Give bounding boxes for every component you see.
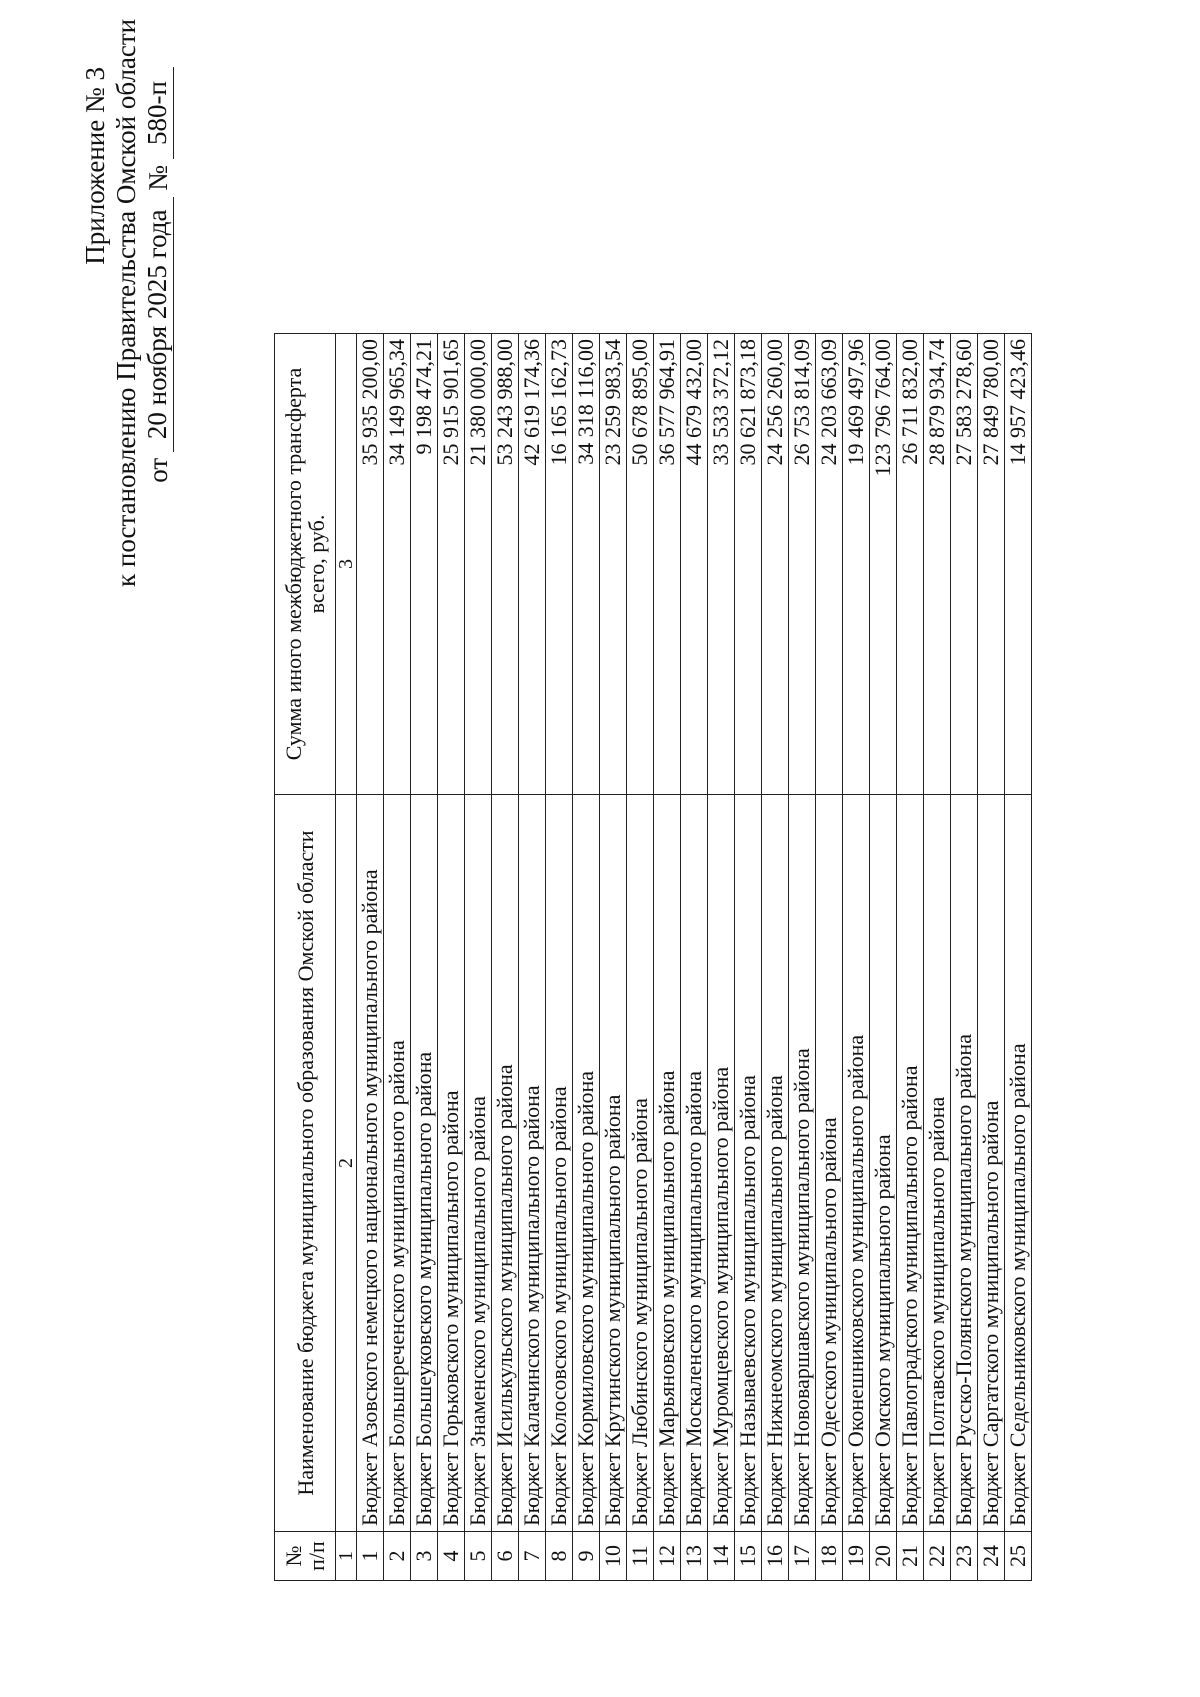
table-row xyxy=(384,334,411,1581)
row-number: 4 xyxy=(438,1532,465,1581)
transfer-amount: 50 678 895,00 xyxy=(627,334,654,795)
municipality-name: Бюджет Горьковского муниципального района xyxy=(438,795,465,1532)
transfer-amount: 24 203 663,09 xyxy=(816,334,843,795)
table-row xyxy=(1005,334,1032,1581)
municipality-name: Бюджет Крутинского муниципального района xyxy=(600,795,627,1532)
header-num: № п/п xyxy=(275,1532,336,1581)
transfer-amount: 14 957 423,46 xyxy=(1005,334,1032,795)
row-number: 19 xyxy=(843,1532,870,1581)
table-row xyxy=(492,334,519,1581)
transfer-amount: 53 243 988,00 xyxy=(492,334,519,795)
row-number: 22 xyxy=(924,1532,951,1581)
transfer-amount: 123 796 764,00 xyxy=(870,334,897,795)
table-row xyxy=(627,334,654,1581)
row-number: 16 xyxy=(762,1532,789,1581)
table-row xyxy=(924,334,951,1581)
municipality-name: Бюджет Кормиловского муниципального района xyxy=(573,795,600,1532)
column-number: 1 xyxy=(336,1532,357,1581)
column-number: 3 xyxy=(336,334,357,795)
column-number: 2 xyxy=(336,795,357,1532)
table-row xyxy=(978,334,1005,1581)
table-row xyxy=(600,334,627,1581)
row-number: 24 xyxy=(978,1532,1005,1581)
transfer-amount: 30 621 873,18 xyxy=(735,334,762,795)
transfer-amount: 21 380 000,00 xyxy=(465,334,492,795)
table-row xyxy=(789,334,816,1581)
row-number: 14 xyxy=(708,1532,735,1581)
transfer-amount: 16 165 162,73 xyxy=(546,334,573,795)
column-number-row xyxy=(336,334,357,1581)
municipality-name: Бюджет Оконешниковского муниципального района xyxy=(843,795,870,1532)
table-row xyxy=(681,334,708,1581)
municipality-name: Бюджет Марьяновского муниципального района xyxy=(654,795,681,1532)
row-number: 23 xyxy=(951,1532,978,1581)
municipality-name: Бюджет Знаменского муниципального района xyxy=(465,795,492,1532)
transfer-amount: 42 619 174,36 xyxy=(519,334,546,795)
municipality-name: Бюджет Муромцевского муниципального района xyxy=(708,795,735,1532)
resolution-reference: к постановлению Правительства Омской области xyxy=(111,18,141,587)
table-row xyxy=(843,334,870,1581)
municipality-name: Бюджет Азовского немецкого национального муниципального района xyxy=(357,795,384,1532)
appendix-title: Приложение № 3 xyxy=(80,67,110,265)
municipality-name: Бюджет Одесского муниципального района xyxy=(816,795,843,1532)
table-row xyxy=(762,334,789,1581)
transfer-amount: 36 577 964,91 xyxy=(654,334,681,795)
municipality-name: Бюджет Саргатского муниципального района xyxy=(978,795,1005,1532)
table-row xyxy=(951,334,978,1581)
row-number: 8 xyxy=(546,1532,573,1581)
table-row xyxy=(411,334,438,1581)
row-number: 11 xyxy=(627,1532,654,1581)
transfer-amount: 27 583 278,60 xyxy=(951,334,978,795)
table-row xyxy=(654,334,681,1581)
transfer-amount: 34 149 965,34 xyxy=(384,334,411,795)
municipality-name: Бюджет Калачинского муниципального района xyxy=(519,795,546,1532)
row-number: 1 xyxy=(357,1532,384,1581)
resolution-details xyxy=(142,67,174,587)
row-number: 2 xyxy=(384,1532,411,1581)
municipality-name: Бюджет Называевского муниципального района xyxy=(735,795,762,1532)
header-name: Наименование бюджета муниципального образования Омской области xyxy=(275,795,336,1532)
table-row xyxy=(357,334,384,1581)
transfer-amount: 34 318 116,00 xyxy=(573,334,600,795)
transfer-amount: 26 753 814,09 xyxy=(789,334,816,795)
resolution-date: 20 ноября 2025 года xyxy=(142,197,174,452)
row-number: 3 xyxy=(411,1532,438,1581)
transfer-amount: 25 915 901,65 xyxy=(438,334,465,795)
number-label: № xyxy=(143,165,173,191)
municipality-name: Бюджет Полтавского муниципального района xyxy=(924,795,951,1532)
table-row xyxy=(438,334,465,1581)
date-label: от xyxy=(143,457,173,483)
transfer-amount: 27 849 780,00 xyxy=(978,334,1005,795)
row-number: 21 xyxy=(897,1532,924,1581)
row-number: 6 xyxy=(492,1532,519,1581)
table-row xyxy=(870,334,897,1581)
row-number: 25 xyxy=(1005,1532,1032,1581)
transfer-amount: 28 879 934,74 xyxy=(924,334,951,795)
municipality-name: Бюджет Большереченского муниципального района xyxy=(384,795,411,1532)
municipality-name: Бюджет Исилькульского муниципального района xyxy=(492,795,519,1532)
appendix-header xyxy=(80,18,174,587)
row-number: 15 xyxy=(735,1532,762,1581)
municipality-name: Бюджет Любинского муниципального района xyxy=(627,795,654,1532)
table-row xyxy=(708,334,735,1581)
row-number: 7 xyxy=(519,1532,546,1581)
municipality-name: Бюджет Седельниковского муниципального района xyxy=(1005,795,1032,1532)
table-row xyxy=(816,334,843,1581)
table-row xyxy=(735,334,762,1581)
transfer-table xyxy=(274,333,1032,1581)
municipality-name: Бюджет Нижнеомского муниципального района xyxy=(762,795,789,1532)
transfer-amount: 26 711 832,00 xyxy=(897,334,924,795)
municipality-name: Бюджет Москаленского муниципального района xyxy=(681,795,708,1532)
municipality-name: Бюджет Русско-Полянского муниципального района xyxy=(951,795,978,1532)
transfer-amount: 9 198 474,21 xyxy=(411,334,438,795)
row-number: 10 xyxy=(600,1532,627,1581)
municipality-name: Бюджет Омского муниципального района xyxy=(870,795,897,1532)
transfer-amount: 19 469 497,96 xyxy=(843,334,870,795)
table-header-row xyxy=(275,334,336,1581)
transfer-amount: 35 935 200,00 xyxy=(357,334,384,795)
table-row xyxy=(519,334,546,1581)
table-row xyxy=(897,334,924,1581)
municipality-name: Бюджет Колосовского муниципального района xyxy=(546,795,573,1532)
transfer-amount: 33 533 372,12 xyxy=(708,334,735,795)
municipality-name: Бюджет Нововаршавского муниципального района xyxy=(789,795,816,1532)
row-number: 20 xyxy=(870,1532,897,1581)
row-number: 9 xyxy=(573,1532,600,1581)
municipality-name: Бюджет Павлоградского муниципального района xyxy=(897,795,924,1532)
table-row xyxy=(465,334,492,1581)
resolution-number: 580-п xyxy=(142,67,174,159)
row-number: 18 xyxy=(816,1532,843,1581)
transfer-amount: 23 259 983,54 xyxy=(600,334,627,795)
row-number: 13 xyxy=(681,1532,708,1581)
table-row xyxy=(573,334,600,1581)
transfer-amount: 24 256 260,00 xyxy=(762,334,789,795)
row-number: 12 xyxy=(654,1532,681,1581)
row-number: 5 xyxy=(465,1532,492,1581)
transfer-amount: 44 679 432,00 xyxy=(681,334,708,795)
table-row xyxy=(546,334,573,1581)
header-sum: Сумма иного межбюджетного трансферта всего, руб. xyxy=(275,334,336,795)
municipality-name: Бюджет Большеуковского муниципального района xyxy=(411,795,438,1532)
row-number: 17 xyxy=(789,1532,816,1581)
